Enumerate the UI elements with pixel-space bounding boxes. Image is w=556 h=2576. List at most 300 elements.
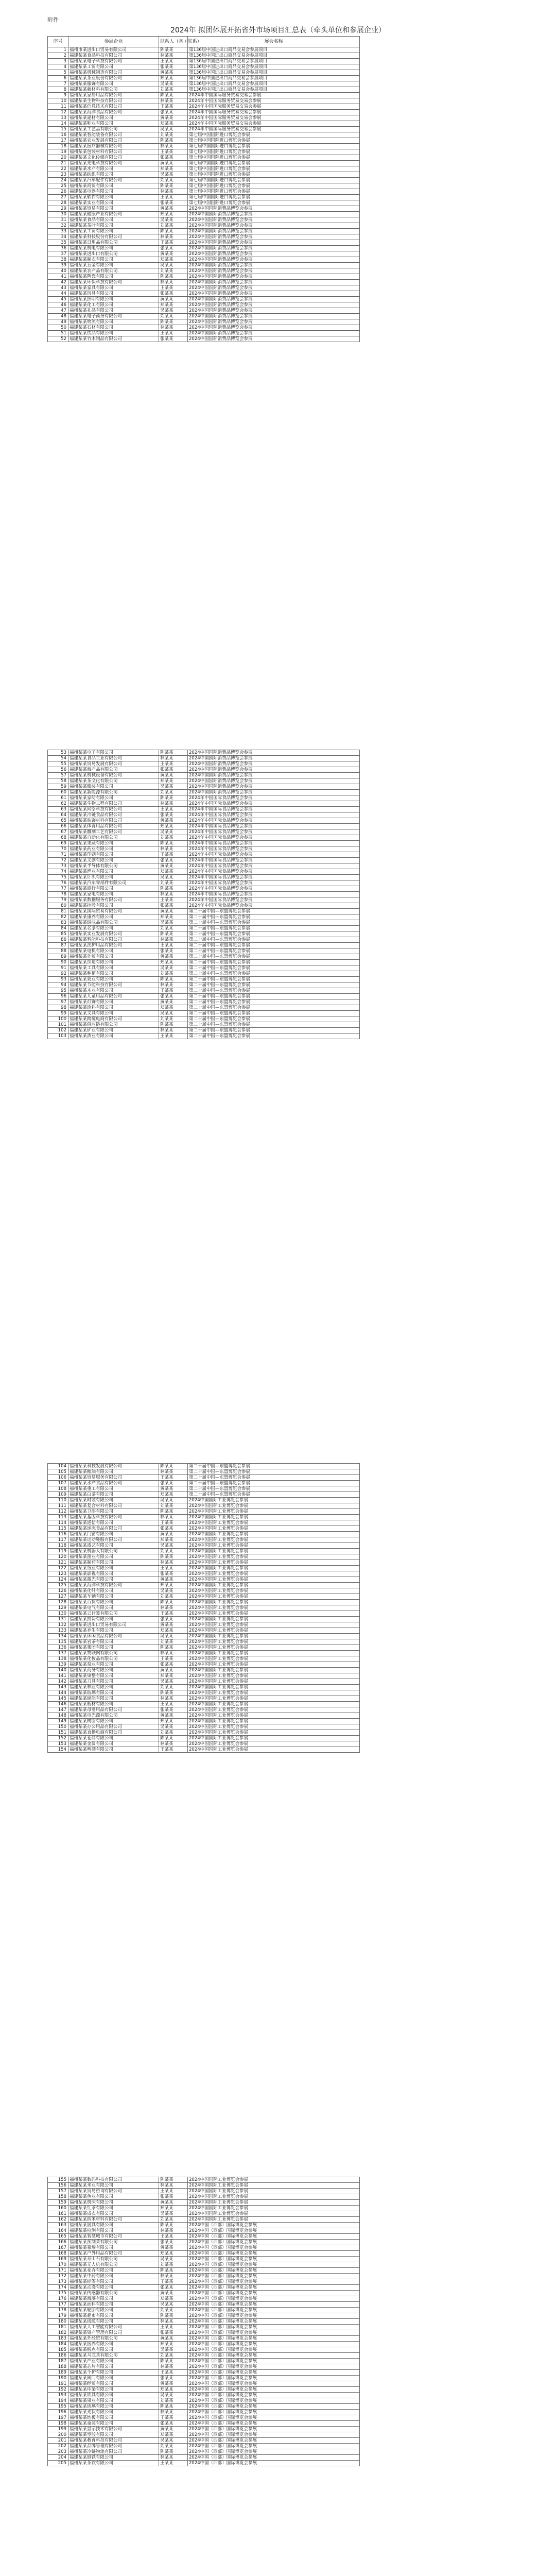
cell-no: 35 [48, 240, 68, 246]
table-row [48, 1736, 360, 1741]
cell-no: 52 [48, 336, 68, 342]
cell-no: 81 [48, 909, 68, 914]
cell-summary: 第二十届中国—东盟博览会参展 [188, 943, 360, 948]
cell-company: 福建某某轮胎有限公司 [68, 2308, 159, 2313]
cell-no: 137 [48, 1651, 68, 1656]
cell-summary: 2024中国国际工业博览会参展 [188, 1611, 360, 1617]
cell-no: 103 [48, 1033, 68, 1039]
cell-no: 196 [48, 2410, 68, 2415]
cell-no: 36 [48, 246, 68, 251]
cell-no: 96 [48, 994, 68, 999]
cell-company: 福建某某冷链食品有限公司 [68, 812, 159, 818]
cell-summary: 2024中国国际消费品博览会参展 [188, 297, 360, 302]
cell-no: 17 [48, 138, 68, 144]
cell-contact: 王某某 [159, 943, 188, 948]
cell-summary: 2024年中国国际食品博览会参展 [188, 880, 360, 886]
cell-no: 28 [48, 200, 68, 206]
table-row [48, 2291, 360, 2296]
cell-company: 福建某某塑胶有限公司 [68, 2432, 159, 2438]
cell-contact: 林某某 [159, 1696, 188, 1702]
cell-contact: 陈某某 [159, 1464, 188, 1469]
cell-summary: 2024中国国际工业博览会参展 [188, 1566, 360, 1571]
cell-no: 32 [48, 223, 68, 229]
cell-contact: 陈某某 [159, 2359, 188, 2364]
cell-company: 福建某某汽车配件有限公司 [68, 178, 159, 183]
cell-summary: 第二十届中国—东盟博览会参展 [188, 926, 360, 931]
cell-company: 福建某某电子商务有限公司 [68, 314, 159, 319]
cell-no: 70 [48, 846, 68, 852]
cell-no: 18 [48, 144, 68, 149]
cell-company: 福州某某半导体有限公司 [68, 863, 159, 869]
cell-summary: 第二十届中国—东盟博览会参展 [188, 1011, 360, 1016]
cell-company: 福州某某商务有限公司 [68, 1668, 159, 1673]
cell-contact: 郑某某 [159, 1719, 188, 1724]
cell-summary: 2024年中国国际食品博览会参展 [188, 846, 360, 852]
cell-summary: 2024中国国际消费品博览会参展 [188, 790, 360, 795]
cell-no: 175 [48, 2291, 68, 2296]
table-row [48, 2444, 360, 2449]
cell-summary: 2024中国国际工业博览会参展 [188, 1515, 360, 1520]
attachment-label: 附件 [47, 16, 59, 23]
cell-company: 福州某某刀具有限公司 [68, 1679, 159, 1685]
cell-contact: 张某某 [159, 2240, 188, 2245]
cell-summary: 2024中国（西部）国际博览会参展 [188, 2432, 360, 2438]
cell-company: 福州某某商贸有限公司 [68, 183, 159, 189]
table-row [48, 761, 360, 767]
cell-summary: 2024中国国际消费品博览会参展 [188, 268, 360, 274]
cell-summary: 第七届中国国际进口博览会参展 [188, 161, 360, 166]
cell-contact: 吴某某 [159, 2302, 188, 2308]
table-row [48, 2398, 360, 2404]
cell-company: 福州某某云计算有限公司 [68, 1611, 159, 1617]
table-row [48, 229, 360, 234]
cell-contact: 林某某 [159, 2455, 188, 2461]
table-row [48, 1645, 360, 1651]
table-page-4 [47, 2177, 359, 2466]
table-row [48, 268, 360, 274]
table-row [48, 263, 360, 268]
cell-summary: 2024年中国国际服务贸易交易会参展 [188, 121, 360, 127]
table-row [48, 297, 360, 302]
cell-company: 福建某某食品科技有限公司 [68, 53, 159, 59]
cell-summary: 第七届中国国际进口博览会参展 [188, 178, 360, 183]
cell-summary: 2024年中国国际食品博览会参展 [188, 824, 360, 829]
header-company: 参展企业 [68, 37, 159, 47]
cell-summary: 2024中国国际工业博览会参展 [188, 2206, 360, 2211]
cell-summary: 2024中国国际工业博览会参展 [188, 1747, 360, 1753]
cell-summary: 2024中国国际工业博览会参展 [188, 1594, 360, 1600]
cell-summary: 第二十届中国—东盟博览会参展 [188, 1022, 360, 1028]
cell-contact: 刘某某 [159, 880, 188, 886]
cell-no: 108 [48, 1486, 68, 1492]
table-row [48, 2274, 360, 2279]
cell-summary: 第七届中国国际进口博览会参展 [188, 172, 360, 178]
table-row [48, 2455, 360, 2461]
cell-no: 12 [48, 110, 68, 115]
cell-no: 166 [48, 2240, 68, 2245]
cell-no: 48 [48, 314, 68, 319]
cell-company: 福建某某玩具有限公司 [68, 291, 159, 297]
table-row [48, 1011, 360, 1016]
cell-summary: 2024中国（西部）国际博览会参展 [188, 2353, 360, 2359]
table-row [48, 1702, 360, 1707]
table-row [48, 858, 360, 863]
cell-summary: 第二十届中国—东盟博览会参展 [188, 1475, 360, 1481]
table-row [48, 886, 360, 892]
cell-contact: 陈某某 [159, 1509, 188, 1515]
cell-summary: 2024中国（西部）国际博览会参展 [188, 2279, 360, 2285]
cell-company: 福州某某玻璃有限公司 [68, 1690, 159, 1696]
cell-company: 福建某某石材有限公司 [68, 325, 159, 331]
document-title: 2024年 拟团体展开拓省外市场项目汇总表（牵头单位和参展企业） [170, 26, 386, 35]
cell-summary: 第二十届中国—东盟博览会参展 [188, 931, 360, 937]
table-row [48, 1741, 360, 1747]
cell-summary: 2024中国（西部）国际博览会参展 [188, 2285, 360, 2291]
cell-summary: 第二十届中国—东盟博览会参展 [188, 1486, 360, 1492]
cell-company: 福建某某粮油有限公司 [68, 1469, 159, 1475]
cell-summary: 第二十届中国—东盟博览会参展 [188, 1481, 360, 1486]
cell-company: 福建某某自动化有限公司 [68, 835, 159, 841]
table-page-3 [47, 1463, 359, 1753]
cell-no: 153 [48, 1741, 68, 1747]
cell-summary: 第二十届中国—东盟博览会参展 [188, 1033, 360, 1039]
table-row [48, 2279, 360, 2285]
table-row [48, 2370, 360, 2376]
table-row [48, 1622, 360, 1628]
cell-contact: 王某某 [159, 104, 188, 110]
cell-contact: 刘某某 [159, 268, 188, 274]
cell-no: 113 [48, 1515, 68, 1520]
cell-company: 福州某某光电科技有限公司 [68, 161, 159, 166]
cell-summary: 2024年中国国际食品博览会参展 [188, 875, 360, 880]
cell-no: 205 [48, 2461, 68, 2466]
cell-no: 109 [48, 1492, 68, 1498]
cell-company: 福建某某跨境电商有限公司 [68, 1016, 159, 1022]
table-row [48, 750, 360, 756]
cell-no: 102 [48, 1028, 68, 1033]
cell-summary: 2024年中国国际食品博览会参展 [188, 897, 360, 903]
cell-summary: 第二十届中国—东盟博览会参展 [188, 965, 360, 971]
cell-company: 福建某某文化传媒有限公司 [68, 155, 159, 161]
cell-summary: 2024中国国际工业博览会参展 [188, 1690, 360, 1696]
cell-summary: 2024中国国际消费品博览会参展 [188, 778, 360, 784]
cell-no: 199 [48, 2427, 68, 2432]
cell-contact: 张某某 [159, 2421, 188, 2427]
cell-contact: 张某某 [159, 246, 188, 251]
cell-summary: 2024中国国际工业博览会参展 [188, 2194, 360, 2200]
cell-company: 福建某某新能源有限公司 [68, 790, 159, 795]
table-row [48, 1679, 360, 1685]
cell-contact: 陈某某 [159, 931, 188, 937]
cell-company: 福州某某琉璃有限公司 [68, 2404, 159, 2410]
cell-contact: 林某某 [159, 846, 188, 852]
cell-contact: 刘某某 [159, 1016, 188, 1022]
cell-summary: 2024中国国际工业博览会参展 [188, 1679, 360, 1685]
cell-summary: 2024年中国国际食品博览会参展 [188, 818, 360, 824]
table-row [48, 87, 360, 93]
cell-no: 117 [48, 1537, 68, 1543]
cell-summary: 2024中国（西部）国际博览会参展 [188, 2313, 360, 2319]
cell-company: 福建某某涂料有限公司 [68, 1005, 159, 1011]
cell-company: 福州某某标签有限公司 [68, 2279, 159, 2285]
cell-no: 170 [48, 2262, 68, 2268]
cell-contact: 郑某某 [159, 121, 188, 127]
cell-summary: 第二十届中国—东盟博览会参展 [188, 1028, 360, 1033]
table-row [48, 1537, 360, 1543]
cell-company: 福州某某瓷业有限公司 [68, 977, 159, 982]
cell-company: 福州某某幕墙有限公司 [68, 2245, 159, 2251]
table-row [48, 2376, 360, 2381]
cell-company: 福建某某红茶有限公司 [68, 2206, 159, 2211]
cell-contact: 黄某某 [159, 251, 188, 257]
cell-contact: 黄某某 [159, 1577, 188, 1583]
table-row [48, 1469, 360, 1475]
cell-company: 福州某某显示技术有限公司 [68, 2427, 159, 2432]
cell-contact: 林某某 [159, 325, 188, 331]
cell-contact: 张某某 [159, 903, 188, 909]
cell-summary: 2024中国（西部）国际博览会参展 [188, 2228, 360, 2234]
cell-contact: 陈某某 [159, 1022, 188, 1028]
cell-summary: 2024中国国际工业博览会参展 [188, 2189, 360, 2194]
table-row [48, 155, 360, 161]
cell-contact: 吴某某 [159, 217, 188, 223]
cell-no: 40 [48, 268, 68, 274]
cell-contact: 吴某某 [159, 784, 188, 790]
cell-contact: 吴某某 [159, 965, 188, 971]
cell-summary: 2024中国（西部）国际博览会参展 [188, 2234, 360, 2240]
cell-company: 福州某某办公用品有限公司 [68, 1724, 159, 1730]
table-row [48, 1747, 360, 1753]
table-row [48, 291, 360, 297]
cell-company: 福建某某工贸有限公司 [68, 64, 159, 70]
cell-contact: 林某某 [159, 801, 188, 807]
cell-summary: 2024中国国际消费品博览会参展 [188, 234, 360, 240]
cell-no: 85 [48, 931, 68, 937]
cell-no: 22 [48, 166, 68, 172]
cell-no: 131 [48, 1617, 68, 1622]
cell-summary: 第二十届中国—东盟博览会参展 [188, 999, 360, 1005]
cell-company: 福建某某竹木制品有限公司 [68, 336, 159, 342]
table-row [48, 1509, 360, 1515]
cell-no: 172 [48, 2274, 68, 2279]
cell-contact: 郑某某 [159, 2296, 188, 2302]
table-row [48, 982, 360, 988]
cell-contact: 陈某某 [159, 2268, 188, 2274]
table-row [48, 1532, 360, 1537]
cell-contact: 郑某某 [159, 1005, 188, 1011]
cell-contact: 吴某某 [159, 81, 188, 87]
cell-company: 福建某某纳米材料有限公司 [68, 2217, 159, 2223]
cell-company: 福州某某电子有限公司 [68, 750, 159, 756]
cell-company: 福州某某休闲食品有限公司 [68, 1634, 159, 1639]
table-row [48, 64, 360, 70]
cell-no: 188 [48, 2364, 68, 2370]
cell-contact: 吴某某 [159, 1543, 188, 1549]
cell-company: 福州某某机床有限公司 [68, 2200, 159, 2206]
cell-no: 197 [48, 2415, 68, 2421]
cell-no: 187 [48, 2359, 68, 2364]
cell-contact: 郑某某 [159, 2432, 188, 2438]
cell-no: 138 [48, 1656, 68, 1662]
cell-company: 福州某某面料有限公司 [68, 2302, 159, 2308]
cell-summary: 第二十届中国—东盟博览会参展 [188, 1492, 360, 1498]
cell-summary: 第136届中国进出口商品交易会参展项目 [188, 53, 360, 59]
cell-company: 福州某某成衣有限公司 [68, 2211, 159, 2217]
cell-contact: 郑某某 [159, 1583, 188, 1588]
table-row [48, 212, 360, 217]
cell-summary: 2024中国（西部）国际博览会参展 [188, 2415, 360, 2421]
cell-summary: 2024中国国际工业博览会参展 [188, 1543, 360, 1549]
cell-no: 193 [48, 2393, 68, 2398]
cell-contact: 张某某 [159, 812, 188, 818]
cell-company: 福州某某物流有限公司 [68, 319, 159, 325]
cell-no: 45 [48, 297, 68, 302]
cell-contact: 陈某某 [159, 183, 188, 189]
cell-no: 59 [48, 784, 68, 790]
cell-contact: 黄某某 [159, 2291, 188, 2296]
table-row [48, 960, 360, 965]
table-row [48, 2313, 360, 2319]
cell-company: 福建某某钢铁有限公司 [68, 2455, 159, 2461]
table-row [48, 914, 360, 920]
cell-company: 福建某某检测有限公司 [68, 2228, 159, 2234]
cell-summary: 2024中国（西部）国际博览会参展 [188, 2268, 360, 2274]
cell-no: 129 [48, 1605, 68, 1611]
cell-contact: 张某某 [159, 1617, 188, 1622]
cell-summary: 2024中国国际消费品博览会参展 [188, 212, 360, 217]
cell-no: 132 [48, 1622, 68, 1628]
cell-no: 43 [48, 285, 68, 291]
cell-summary: 2024中国（西部）国际博览会参展 [188, 2387, 360, 2393]
cell-company: 福州某某啤酒有限公司 [68, 1747, 159, 1753]
cell-contact: 王某某 [159, 1475, 188, 1481]
table-row [48, 1713, 360, 1719]
cell-no: 116 [48, 1532, 68, 1537]
cell-no: 91 [48, 965, 68, 971]
cell-contact: 刘某某 [159, 178, 188, 183]
table-row [48, 824, 360, 829]
table-row [48, 795, 360, 801]
cell-company: 福州某某机械制造有限公司 [68, 70, 159, 76]
cell-company: 福建某某体育用品有限公司 [68, 824, 159, 829]
cell-contact: 陈某某 [159, 841, 188, 846]
cell-no: 99 [48, 1011, 68, 1016]
cell-contact: 郑某某 [159, 2206, 188, 2211]
table-row [48, 2177, 360, 2183]
table-row [48, 240, 360, 246]
cell-company: 福州某某贸易有限公司 [68, 206, 159, 212]
cell-no: 84 [48, 926, 68, 931]
cell-company: 福州某某灯饰有限公司 [68, 999, 159, 1005]
cell-no: 74 [48, 869, 68, 875]
cell-no: 21 [48, 161, 68, 166]
cell-summary: 第七届中国国际进口博览会参展 [188, 189, 360, 195]
cell-no: 25 [48, 183, 68, 189]
table-row [48, 2427, 360, 2432]
cell-contact: 刘某某 [159, 1639, 188, 1645]
cell-no: 135 [48, 1639, 68, 1645]
cell-contact: 吴某某 [159, 2257, 188, 2262]
table-row [48, 926, 360, 931]
table-row [48, 1634, 360, 1639]
cell-summary: 2024年中国国际服务贸易交易会参展 [188, 110, 360, 115]
cell-no: 147 [48, 1707, 68, 1713]
cell-summary: 第二十届中国—东盟博览会参展 [188, 948, 360, 954]
cell-summary: 2024中国国际消费品博览会参展 [188, 280, 360, 285]
cell-no: 140 [48, 1668, 68, 1673]
cell-contact: 黄某某 [159, 2336, 188, 2342]
cell-contact: 郑某某 [159, 1492, 188, 1498]
cell-summary: 2024中国国际消费品博览会参展 [188, 217, 360, 223]
cell-no: 152 [48, 1736, 68, 1741]
cell-company: 福州某某纺织有限公司 [68, 172, 159, 178]
cell-company: 福建某某茶文化有限公司 [68, 778, 159, 784]
cell-company: 福建某某环保科技有限公司 [68, 280, 159, 285]
table-row [48, 1673, 360, 1679]
table-row [48, 778, 360, 784]
table-row [48, 2194, 360, 2200]
cell-company: 福州某某百货有限公司 [68, 1600, 159, 1605]
cell-summary: 2024中国国际工业博览会参展 [188, 2200, 360, 2206]
cell-summary: 2024中国国际工业博览会参展 [188, 1736, 360, 1741]
cell-no: 4 [48, 64, 68, 70]
cell-contact: 吴某某 [159, 308, 188, 314]
cell-summary: 第二十届中国—东盟博览会参展 [188, 1016, 360, 1022]
cell-company: 福州某某照明有限公司 [68, 297, 159, 302]
cell-no: 29 [48, 206, 68, 212]
cell-no: 163 [48, 2223, 68, 2228]
table-row [48, 2393, 360, 2398]
cell-contact: 张某某 [159, 1526, 188, 1532]
cell-company: 福州某某外经贸有限公司 [68, 2336, 159, 2342]
cell-company: 福建某某制衣有限公司 [68, 257, 159, 263]
table-row [48, 2359, 360, 2364]
table-row [48, 2189, 360, 2194]
cell-contact: 黄某某 [159, 999, 188, 1005]
cell-no: 124 [48, 1577, 68, 1583]
cell-no: 95 [48, 988, 68, 994]
cell-company: 福州某某包装材料有限公司 [68, 149, 159, 155]
table-row [48, 302, 360, 308]
table-row [48, 1605, 360, 1611]
cell-contact: 刘某某 [159, 790, 188, 795]
table-row [48, 2347, 360, 2353]
cell-no: 87 [48, 943, 68, 948]
cell-contact: 吴某某 [159, 263, 188, 268]
cell-summary: 2024中国国际消费品博览会参展 [188, 325, 360, 331]
cell-no: 88 [48, 948, 68, 954]
cell-no: 41 [48, 274, 68, 280]
cell-contact: 刘某某 [159, 1730, 188, 1736]
cell-contact: 林某某 [159, 2410, 188, 2415]
cell-contact: 吴某某 [159, 875, 188, 880]
cell-company: 福建某某茶叶有限公司 [68, 223, 159, 229]
cell-no: 50 [48, 325, 68, 331]
table-row [48, 1685, 360, 1690]
cell-no: 106 [48, 1475, 68, 1481]
cell-company: 福建某某林业有限公司 [68, 1685, 159, 1690]
cell-company: 福建某某水产有限公司 [68, 166, 159, 172]
cell-contact: 林某某 [159, 2183, 188, 2189]
cell-company: 福州某某果蔬有限公司 [68, 841, 159, 846]
cell-contact: 王某某 [159, 1520, 188, 1526]
table-row [48, 2240, 360, 2245]
cell-summary: 2024中国国际消费品博览会参展 [188, 285, 360, 291]
cell-company: 福州某某仓储有限公司 [68, 1736, 159, 1741]
cell-no: 122 [48, 1566, 68, 1571]
cell-no: 169 [48, 2257, 68, 2262]
cell-contact: 林某某 [159, 982, 188, 988]
